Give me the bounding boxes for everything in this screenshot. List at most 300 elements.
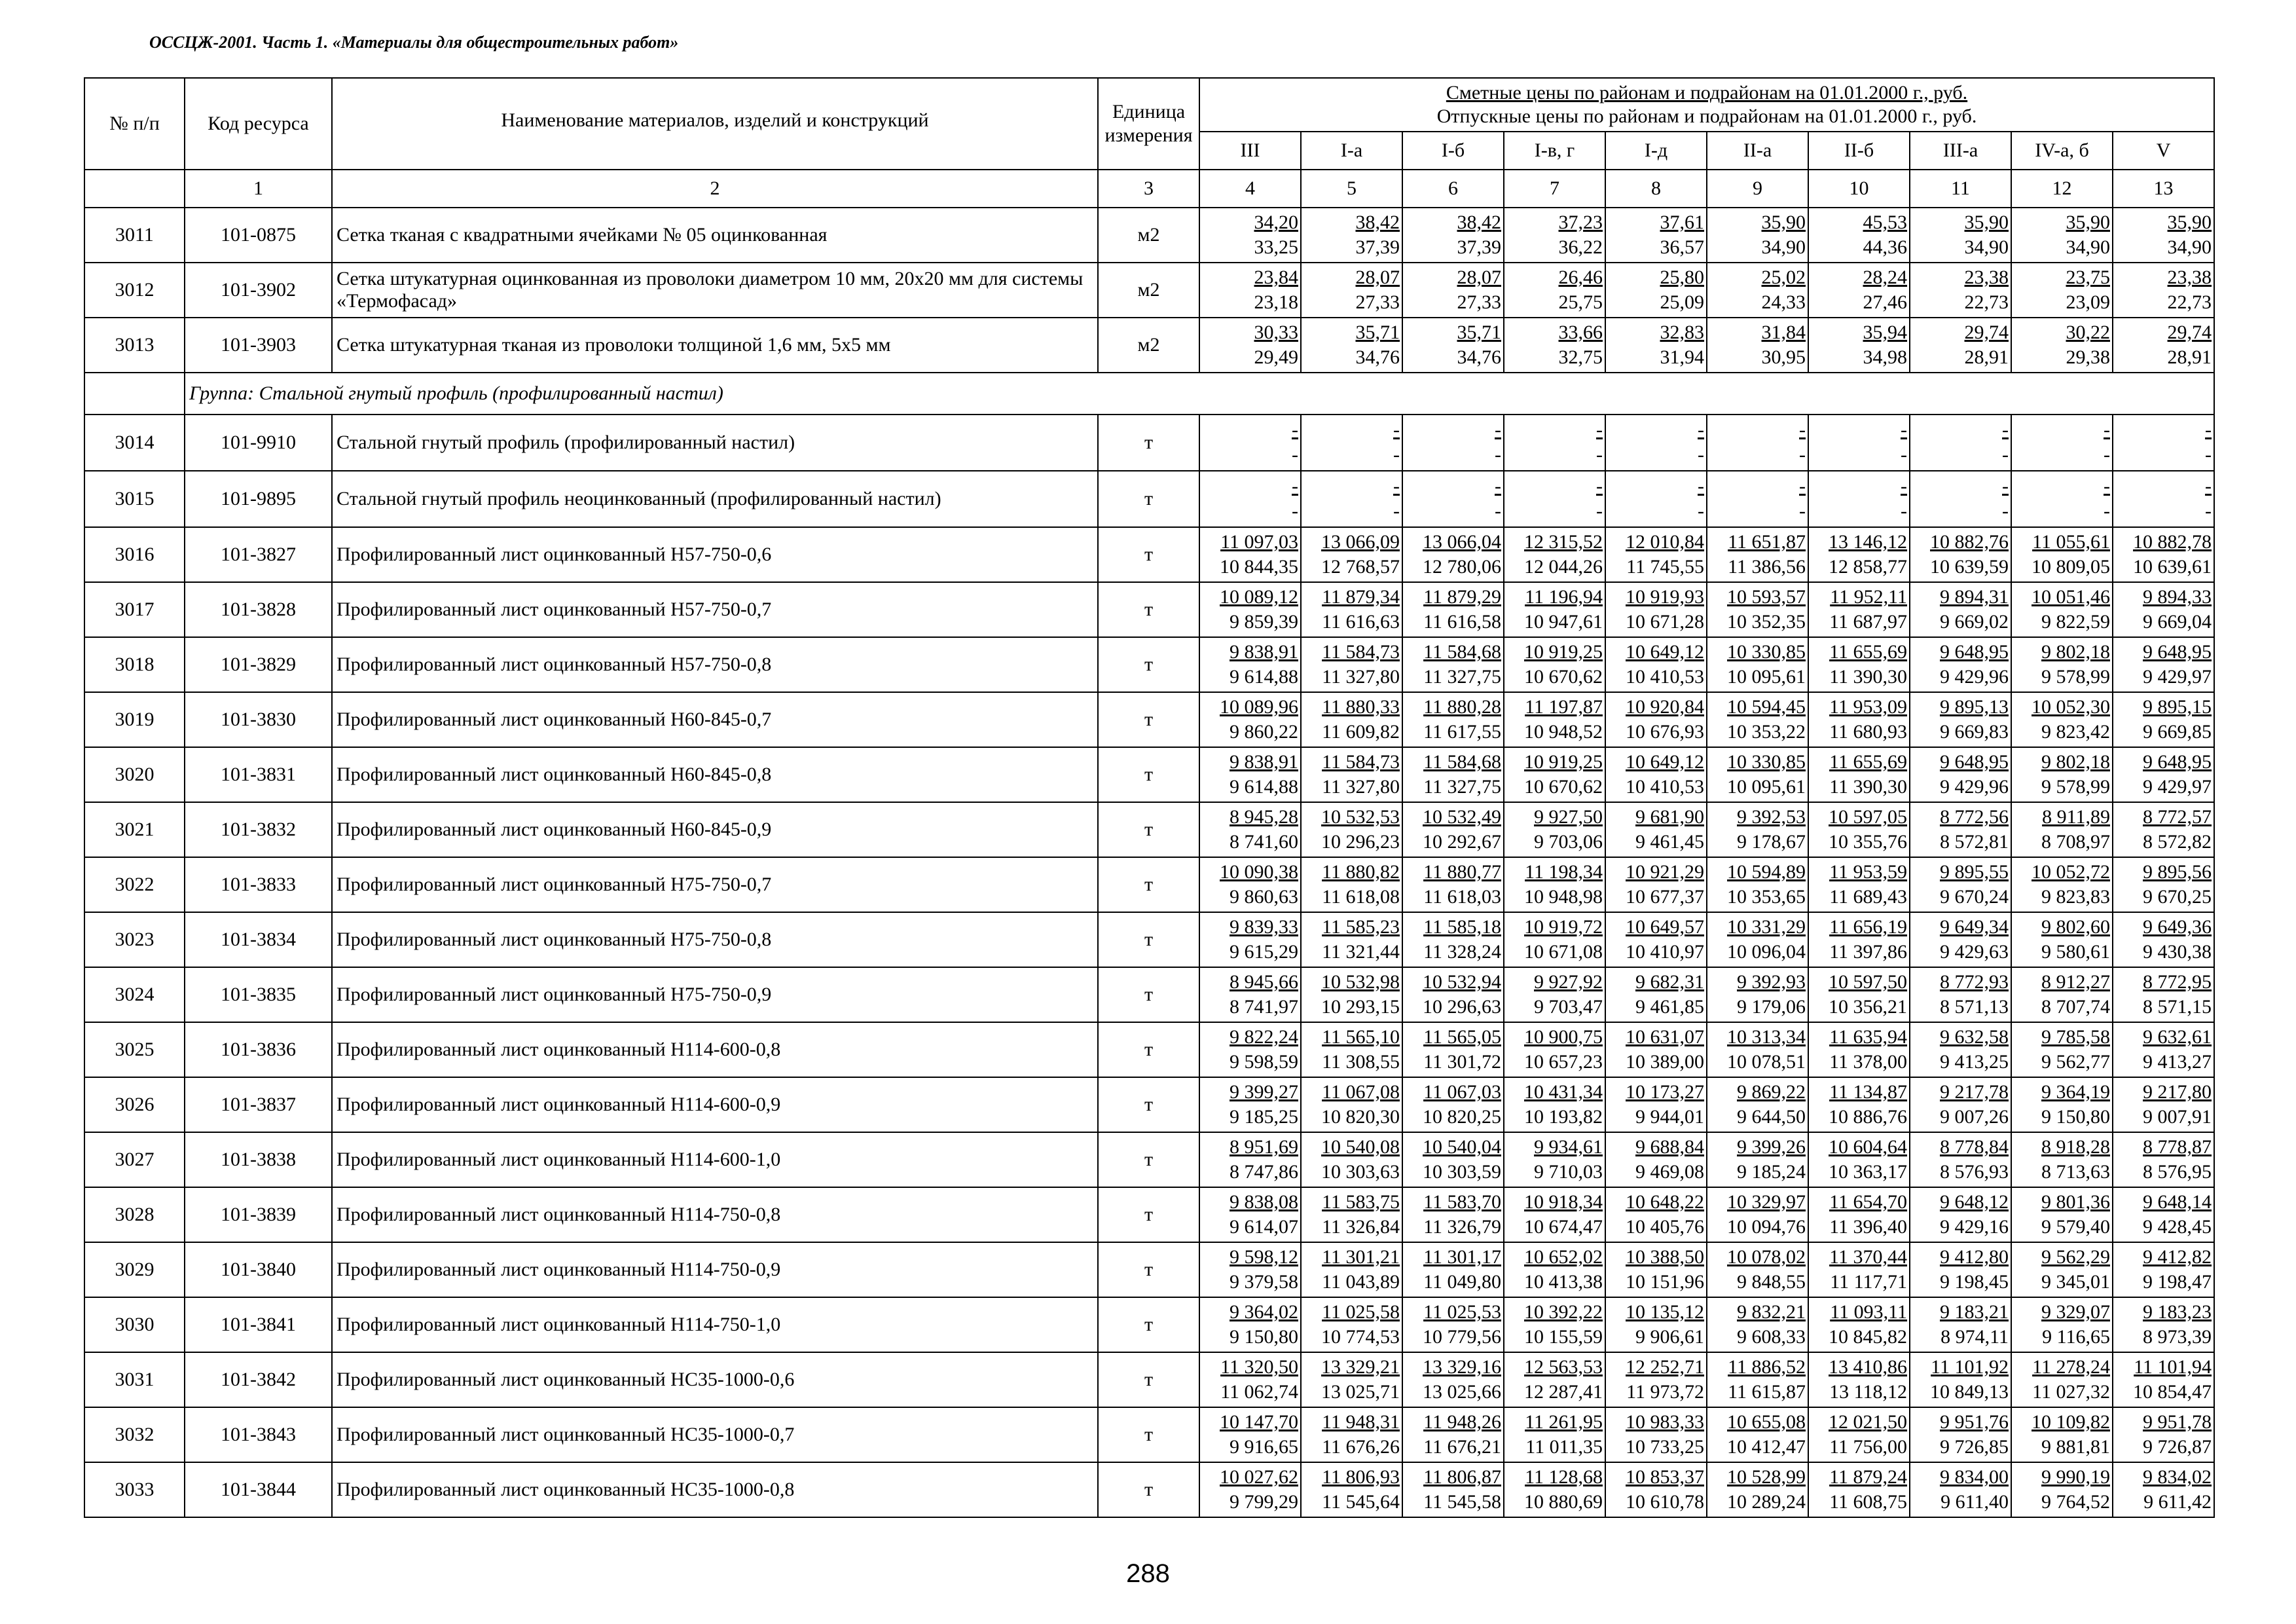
price-cell — [1707, 1077, 1808, 1132]
release-price: 9 579,40 — [2041, 1216, 2110, 1238]
column-header-name: Наименование материалов, изделий и конструкций — [332, 78, 1098, 170]
column-number: 3 — [1098, 170, 1199, 208]
estimate-price: 9 648,95 — [1940, 751, 2009, 773]
release-price: 9 413,27 — [2143, 1051, 2212, 1073]
page-number: 288 — [1126, 1559, 1170, 1588]
price-cell — [1707, 1407, 1808, 1462]
material-name: Сетка тканая с квадратными ячейками № 05 оцинкованная — [332, 208, 1098, 263]
price-cell — [1199, 912, 1301, 967]
estimate-price: 10 532,98 — [1321, 971, 1400, 993]
price-cell — [1707, 1297, 1808, 1352]
price-cell — [1402, 747, 1504, 802]
price-cell — [2011, 637, 2113, 692]
release-price: - — [1393, 500, 1400, 522]
release-price: 13 025,66 — [1423, 1381, 1501, 1403]
release-price: 10 303,63 — [1321, 1161, 1400, 1183]
estimate-price: 9 632,61 — [2143, 1026, 2212, 1048]
release-price: 10 078,51 — [1727, 1051, 1806, 1073]
price-cell — [1301, 208, 1402, 263]
estimate-price: 10 919,25 — [1524, 751, 1603, 773]
release-price: 10 880,69 — [1524, 1491, 1603, 1513]
table-row — [84, 318, 2214, 373]
estimate-price: 10 882,76 — [1930, 531, 2009, 553]
price-cell — [2011, 747, 2113, 802]
estimate-price: 10 109,82 — [2032, 1411, 2110, 1433]
release-price: 9 764,52 — [2041, 1491, 2110, 1513]
price-cell — [1301, 1297, 1402, 1352]
price-cell — [1402, 415, 1504, 471]
column-number: 1 — [185, 170, 332, 208]
material-name: Профилированный лист оцинкованный НС35-1000-0,6 — [332, 1352, 1098, 1407]
column-number: 9 — [1707, 170, 1808, 208]
estimate-price: 11 055,61 — [2032, 531, 2110, 553]
price-cell — [1808, 415, 1910, 471]
release-price: 9 906,61 — [1635, 1326, 1704, 1348]
price-cell — [1605, 1352, 1707, 1407]
release-price: - — [2002, 500, 2009, 522]
release-price: 25,75 — [1558, 291, 1603, 313]
release-price: 9 580,61 — [2041, 941, 2110, 963]
estimate-price: 11 093,11 — [1830, 1301, 1907, 1323]
material-name: Профилированный лист оцинкованный Н114-750-1,0 — [332, 1297, 1098, 1352]
price-cell — [1402, 1352, 1504, 1407]
table-row — [84, 1187, 2214, 1242]
estimate-price: 10 593,57 — [1727, 586, 1806, 608]
price-cell — [1199, 1297, 1301, 1352]
release-price: 10 677,37 — [1626, 886, 1704, 908]
price-cell — [1402, 208, 1504, 263]
estimate-price: 10 604,64 — [1829, 1136, 1907, 1158]
price-cell — [1402, 1022, 1504, 1077]
table-row — [84, 1462, 2214, 1517]
estimate-price: 9 990,19 — [2041, 1466, 2110, 1488]
price-cell — [1605, 747, 1707, 802]
estimate-price: 11 196,94 — [1525, 586, 1603, 608]
release-price: 10 820,30 — [1321, 1106, 1400, 1128]
row-number: 3025 — [84, 1022, 185, 1077]
price-cell — [2011, 1352, 2113, 1407]
release-price: 11 328,24 — [1423, 941, 1501, 963]
release-price: 10 809,05 — [2032, 556, 2110, 578]
material-name: Профилированный лист оцинкованный Н75-750-0,7 — [332, 857, 1098, 912]
table-row — [84, 802, 2214, 857]
resource-code: 101-3832 — [185, 802, 332, 857]
release-price: 10 410,53 — [1626, 666, 1704, 688]
estimate-price: 9 838,91 — [1230, 641, 1298, 663]
estimate-price: 11 584,73 — [1322, 641, 1400, 663]
unit-of-measure: т — [1098, 1462, 1199, 1517]
estimate-price: - — [1799, 475, 1806, 497]
release-price: 11 301,72 — [1423, 1051, 1501, 1073]
estimate-price: 9 785,58 — [2041, 1026, 2110, 1048]
estimate-price: 9 392,93 — [1737, 971, 1806, 993]
unit-of-measure: т — [1098, 692, 1199, 747]
release-price: 8 571,15 — [2143, 996, 2212, 1018]
table-row — [84, 1352, 2214, 1407]
release-price: 11 386,56 — [1728, 556, 1806, 578]
release-price: 8 973,39 — [2143, 1326, 2212, 1348]
estimate-price: 30,22 — [2066, 322, 2110, 343]
resource-code: 101-3843 — [185, 1407, 332, 1462]
release-price: 9 428,45 — [2143, 1216, 2212, 1238]
price-cell — [1910, 1352, 2011, 1407]
estimate-price: 13 066,09 — [1321, 531, 1400, 553]
estimate-price: 32,83 — [1660, 322, 1704, 343]
release-price: 10 405,76 — [1626, 1216, 1704, 1238]
estimate-price: 34,20 — [1254, 212, 1298, 233]
estimate-price: 11 101,92 — [1931, 1356, 2009, 1378]
release-price: 9 429,96 — [1940, 666, 2009, 688]
table-row — [84, 527, 2214, 582]
estimate-price: 11 952,11 — [1830, 586, 1907, 608]
release-price: 10 353,65 — [1727, 886, 1806, 908]
price-cell — [2011, 1022, 2113, 1077]
estimate-price: 11 301,21 — [1322, 1246, 1400, 1268]
unit-of-measure: т — [1098, 1352, 1199, 1407]
price-cell — [1301, 967, 1402, 1022]
estimate-price: - — [1901, 419, 1907, 441]
estimate-price: 9 329,07 — [2041, 1301, 2110, 1323]
estimate-price: 11 585,18 — [1423, 916, 1501, 938]
estimate-price: 10 594,89 — [1727, 861, 1806, 883]
estimate-price: 10 147,70 — [1220, 1411, 1298, 1433]
resource-code: 101-3838 — [185, 1132, 332, 1187]
price-cell — [1402, 527, 1504, 582]
estimate-price: 9 927,50 — [1534, 806, 1603, 828]
price-cell — [1199, 1242, 1301, 1297]
release-price: 10 948,98 — [1524, 886, 1603, 908]
price-cell — [1808, 318, 1910, 373]
release-price: 11 308,55 — [1322, 1051, 1400, 1073]
estimate-price: 25,80 — [1660, 267, 1704, 288]
release-price: 37,39 — [1355, 236, 1400, 258]
release-price: 11 396,40 — [1829, 1216, 1907, 1238]
release-price: 34,76 — [1457, 346, 1501, 368]
release-price: - — [1495, 500, 1501, 522]
estimate-price: 9 632,58 — [1940, 1026, 2009, 1048]
release-price: 34,90 — [2066, 236, 2110, 258]
estimate-price: 11 128,68 — [1525, 1466, 1603, 1488]
price-cell — [1707, 692, 1808, 747]
release-price: 10 671,28 — [1626, 611, 1704, 633]
price-cell — [1301, 1187, 1402, 1242]
release-price: 11 973,72 — [1626, 1381, 1704, 1403]
price-cell — [1808, 471, 1910, 527]
release-price: 10 820,25 — [1423, 1106, 1501, 1128]
estimate-price: - — [2205, 419, 2212, 441]
price-cell — [1504, 318, 1605, 373]
material-name: Стальной гнутый профиль неоцинкованный (профилированный настил) — [332, 471, 1098, 527]
price-cell — [2113, 1242, 2214, 1297]
price-cell — [2113, 747, 2214, 802]
price-cell — [1199, 1462, 1301, 1517]
price-cell — [1707, 802, 1808, 857]
price-cell — [1301, 1132, 1402, 1187]
release-price: 11 011,35 — [1525, 1436, 1603, 1458]
release-price: 22,73 — [2167, 291, 2212, 313]
unit-of-measure: т — [1098, 747, 1199, 802]
estimate-price: 8 911,89 — [2042, 806, 2110, 828]
release-price: 9 429,97 — [2143, 776, 2212, 798]
price-cell — [2113, 471, 2214, 527]
estimate-price: 8 912,27 — [2041, 971, 2110, 993]
price-cell — [1605, 1077, 1707, 1132]
estimate-price: 11 879,34 — [1322, 586, 1400, 608]
unit-of-measure: т — [1098, 912, 1199, 967]
estimate-price: 12 563,53 — [1524, 1356, 1603, 1378]
price-cell — [2011, 802, 2113, 857]
price-cell — [2011, 912, 2113, 967]
release-price: 9 598,59 — [1230, 1051, 1298, 1073]
price-cell — [1910, 967, 2011, 1022]
price-cell — [1402, 582, 1504, 637]
material-name: Сетка штукатурная тканая из проволоки толщиной 1,6 мм, 5х5 мм — [332, 318, 1098, 373]
release-price: - — [1698, 500, 1704, 522]
release-price: 9 429,96 — [1940, 776, 2009, 798]
unit-of-measure: т — [1098, 1187, 1199, 1242]
price-cell — [2113, 802, 2214, 857]
price-cell — [1402, 637, 1504, 692]
estimate-price: 10 027,62 — [1220, 1466, 1298, 1488]
price-cell — [2113, 1297, 2214, 1352]
release-price: 9 703,06 — [1534, 831, 1603, 853]
region-header: I-а — [1301, 132, 1402, 170]
price-cell — [1808, 1077, 1910, 1132]
unit-of-measure: т — [1098, 415, 1199, 471]
release-price: 34,90 — [1964, 236, 2009, 258]
table-row — [84, 415, 2214, 471]
estimate-price: 11 584,68 — [1423, 641, 1501, 663]
estimate-price: 11 806,87 — [1423, 1466, 1501, 1488]
release-price: - — [2205, 500, 2212, 522]
estimate-price: 10 329,97 — [1727, 1191, 1806, 1213]
price-cell — [1910, 637, 2011, 692]
price-cell — [1605, 1132, 1707, 1187]
release-price: 10 356,21 — [1829, 996, 1907, 1018]
release-price: 25,09 — [1660, 291, 1704, 313]
release-price: 10 296,63 — [1423, 996, 1501, 1018]
price-cell — [1301, 747, 1402, 802]
column-header-prices — [1199, 78, 2214, 132]
estimate-price: 9 183,23 — [2143, 1301, 2212, 1323]
release-price: 9 669,85 — [2143, 721, 2212, 743]
release-price: 34,76 — [1355, 346, 1400, 368]
release-price: 34,90 — [2167, 236, 2212, 258]
price-cell — [1199, 637, 1301, 692]
price-cell — [1605, 471, 1707, 527]
release-price: 36,22 — [1558, 236, 1603, 258]
release-price: 23,09 — [2066, 291, 2110, 313]
price-cell — [1707, 1187, 1808, 1242]
release-price: 10 844,35 — [1220, 556, 1298, 578]
release-price: - — [1292, 444, 1298, 466]
release-price: 9 413,25 — [1940, 1051, 2009, 1073]
price-cell — [2113, 1352, 2214, 1407]
release-price: 9 614,07 — [1230, 1216, 1298, 1238]
release-price: 9 116,65 — [2042, 1326, 2110, 1348]
release-price: - — [1901, 444, 1907, 466]
price-cell — [2011, 471, 2113, 527]
estimate-price: 9 648,12 — [1940, 1191, 2009, 1213]
release-price: 11 617,55 — [1423, 721, 1501, 743]
resource-code: 101-3830 — [185, 692, 332, 747]
estimate-price: 11 583,75 — [1322, 1191, 1400, 1213]
price-cell — [1605, 967, 1707, 1022]
estimate-price: 10 388,50 — [1626, 1246, 1704, 1268]
estimate-price: 13 066,04 — [1423, 531, 1501, 553]
price-cell — [2011, 527, 2113, 582]
estimate-price: 9 217,78 — [1940, 1081, 2009, 1103]
price-cell — [1910, 747, 2011, 802]
column-number: 8 — [1605, 170, 1707, 208]
price-cell — [2011, 318, 2113, 373]
release-price: 44,36 — [1863, 236, 1907, 258]
price-cell — [1808, 263, 1910, 318]
price-cell — [1605, 527, 1707, 582]
price-cell — [2113, 1022, 2214, 1077]
region-header: I-д — [1605, 132, 1707, 170]
table-row — [84, 208, 2214, 263]
price-cell — [1808, 912, 1910, 967]
estimate-price: 9 688,84 — [1635, 1136, 1704, 1158]
row-number: 3032 — [84, 1407, 185, 1462]
price-cell — [1301, 318, 1402, 373]
estimate-price: 10 090,38 — [1220, 861, 1298, 883]
release-price: 11 327,80 — [1322, 666, 1400, 688]
estimate-price: 28,24 — [1863, 267, 1907, 288]
release-price: 9 461,45 — [1635, 831, 1704, 853]
release-price: 10 774,53 — [1321, 1326, 1400, 1348]
group-title: Группа: Стальной гнутый профиль (профилированный настил) — [185, 373, 2214, 415]
resource-code: 101-3840 — [185, 1242, 332, 1297]
release-price: 11 390,30 — [1829, 776, 1907, 798]
release-price: 10 948,52 — [1524, 721, 1603, 743]
price-cell — [1910, 1462, 2011, 1517]
price-cell — [1910, 1132, 2011, 1187]
release-price: - — [1495, 444, 1501, 466]
estimate-price: 35,90 — [2066, 212, 2110, 233]
release-price: 9 822,59 — [2041, 611, 2110, 633]
price-cell — [2113, 582, 2214, 637]
estimate-price: 9 648,95 — [2143, 751, 2212, 773]
estimate-price: 9 894,31 — [1940, 586, 2009, 608]
price-cell — [1910, 1297, 2011, 1352]
release-price: 9 726,87 — [2143, 1436, 2212, 1458]
release-price: 10 670,62 — [1524, 666, 1603, 688]
estimate-price: 11 565,10 — [1322, 1026, 1400, 1048]
table-row — [84, 1077, 2214, 1132]
estimate-price: 8 951,69 — [1230, 1136, 1298, 1158]
estimate-price: 11 948,26 — [1423, 1411, 1501, 1433]
estimate-price: 10 052,30 — [2032, 696, 2110, 718]
price-cell — [1301, 1462, 1402, 1517]
price-cell — [1910, 1187, 2011, 1242]
estimate-price: 11 261,95 — [1525, 1411, 1603, 1433]
price-cell — [1402, 263, 1504, 318]
row-number: 3016 — [84, 527, 185, 582]
estimate-price: 11 370,44 — [1829, 1246, 1907, 1268]
price-cell — [1707, 912, 1808, 967]
price-cell — [1402, 967, 1504, 1022]
estimate-price: 10 135,12 — [1626, 1301, 1704, 1323]
resource-code: 101-3842 — [185, 1352, 332, 1407]
price-cell — [1199, 1022, 1301, 1077]
unit-of-measure: т — [1098, 967, 1199, 1022]
price-cell — [1910, 415, 2011, 471]
estimate-price: 11 101,94 — [2134, 1356, 2212, 1378]
row-number: 3021 — [84, 802, 185, 857]
column-number: 11 — [1910, 170, 2011, 208]
release-price: 10 639,59 — [1930, 556, 2009, 578]
estimate-price: 10 919,25 — [1524, 641, 1603, 663]
estimate-price: 11 197,87 — [1525, 696, 1603, 718]
release-price: 32,75 — [1558, 346, 1603, 368]
release-price: 10 296,23 — [1321, 831, 1400, 853]
estimate-price: 11 880,77 — [1423, 861, 1501, 883]
price-cell — [2113, 912, 2214, 967]
price-cell — [1605, 1407, 1707, 1462]
row-number: 3024 — [84, 967, 185, 1022]
estimate-price: 9 834,00 — [1940, 1466, 2009, 1488]
price-cell — [1808, 527, 1910, 582]
release-price: 8 747,86 — [1230, 1161, 1298, 1183]
row-number: 3026 — [84, 1077, 185, 1132]
material-name: Профилированный лист оцинкованный Н114-750-0,9 — [332, 1242, 1098, 1297]
estimate-price: 11 879,24 — [1829, 1466, 1907, 1488]
material-name: Профилированный лист оцинкованный НС35-1000-0,8 — [332, 1462, 1098, 1517]
material-name: Профилированный лист оцинкованный Н75-750-0,9 — [332, 967, 1098, 1022]
price-cell — [1504, 1187, 1605, 1242]
estimate-price: 28,07 — [1355, 267, 1400, 288]
estimate-price: 11 134,87 — [1829, 1081, 1907, 1103]
release-price: 10 412,47 — [1727, 1436, 1806, 1458]
estimate-price: 13 410,86 — [1829, 1356, 1907, 1378]
resource-code: 101-3837 — [185, 1077, 332, 1132]
release-price: 12 044,26 — [1524, 556, 1603, 578]
column-number: 6 — [1402, 170, 1504, 208]
unit-of-measure: м2 — [1098, 318, 1199, 373]
estimate-price: 9 648,95 — [1940, 641, 2009, 663]
estimate-price: 9 895,56 — [2143, 861, 2212, 883]
price-cell — [2011, 1187, 2113, 1242]
release-price: 11 327,75 — [1423, 776, 1501, 798]
estimate-price: - — [2104, 419, 2110, 441]
release-price: 10 292,67 — [1423, 831, 1501, 853]
price-cell — [1199, 208, 1301, 263]
price-cell — [2113, 857, 2214, 912]
release-price: - — [2104, 444, 2110, 466]
resource-code: 101-3844 — [185, 1462, 332, 1517]
release-price: 9 198,45 — [1940, 1271, 2009, 1293]
estimate-price: - — [1495, 475, 1501, 497]
release-price: 22,73 — [1964, 291, 2009, 313]
release-price: 27,33 — [1355, 291, 1400, 313]
price-cell — [1910, 471, 2011, 527]
material-name: Профилированный лист оцинкованный Н57-750-0,7 — [332, 582, 1098, 637]
release-price: 11 687,97 — [1829, 611, 1907, 633]
estimate-price: 10 631,07 — [1626, 1026, 1704, 1048]
estimate-price: 9 894,33 — [2143, 586, 2212, 608]
estimate-price: 10 900,75 — [1524, 1026, 1603, 1048]
resource-code: 101-3834 — [185, 912, 332, 967]
release-price: 12 780,06 — [1423, 556, 1501, 578]
estimate-price: 10 983,33 — [1626, 1411, 1704, 1433]
column-number: 2 — [332, 170, 1098, 208]
release-price: 9 578,99 — [2041, 776, 2110, 798]
price-cell — [1910, 912, 2011, 967]
table-row — [84, 857, 2214, 912]
estimate-price: 11 320,50 — [1220, 1356, 1298, 1378]
